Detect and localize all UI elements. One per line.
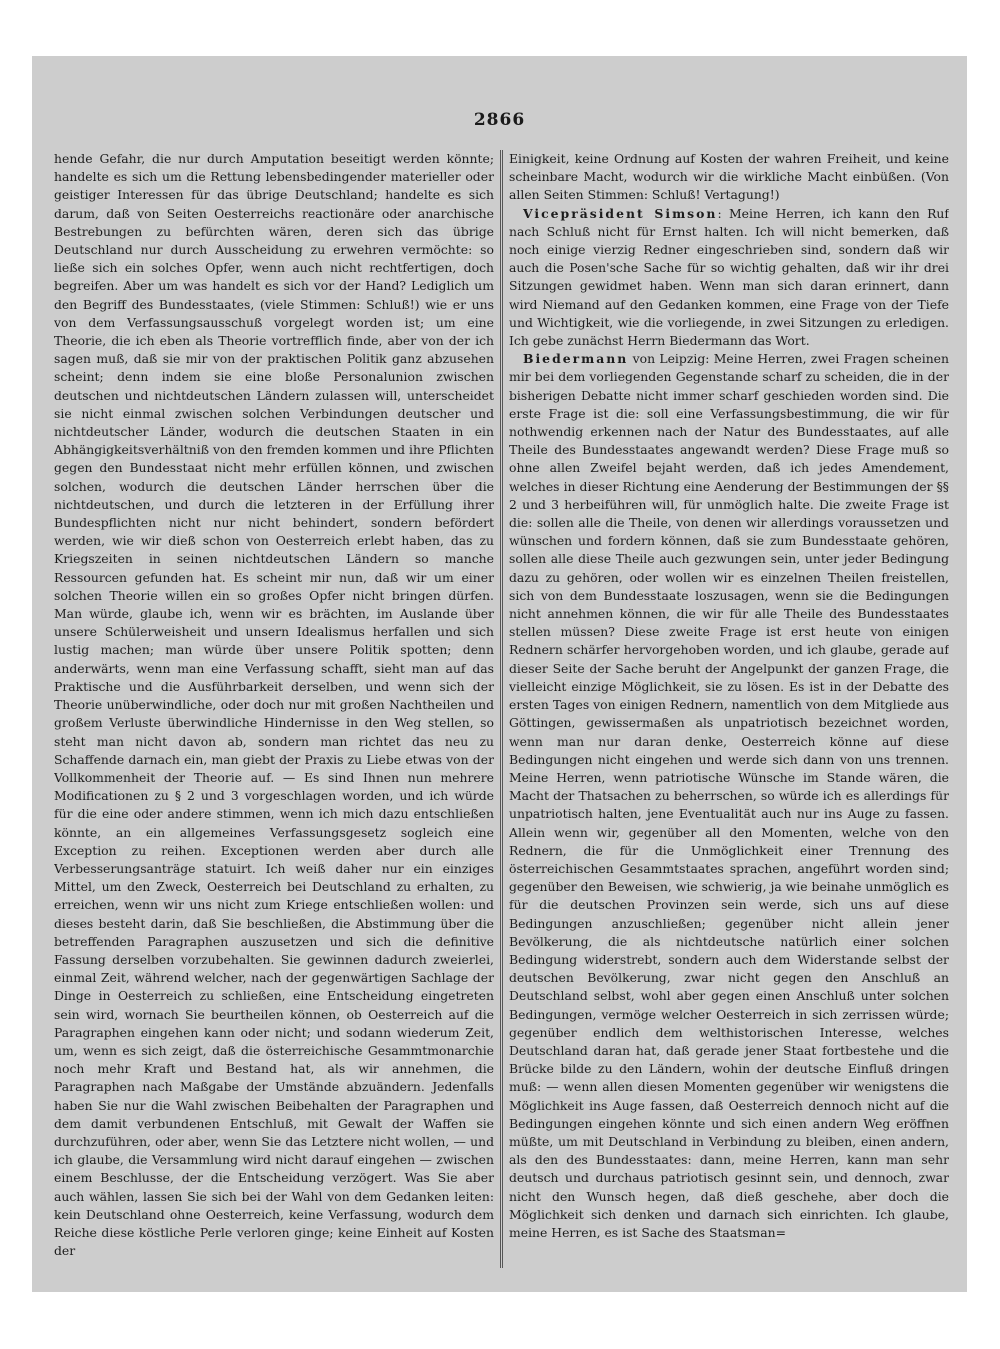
right-paragraph-2 xyxy=(509,205,949,351)
left-paragraph-1: hende Gefahr, die nur durch Amputation beseitigt werden könnte; handelte es sich um die Rettung lebensbedingender materieller oder geistiger Interessen für das übrige Deutschland; handelte es sich darum, daß von Seiten Oesterreichs reactionäre oder anarchische Bestrebungen zu befürchten wären, deren sich das übrige Deutschland nur durch Ausscheidung zu erwehren vermöchte: so ließe sich ein solches Opfer, wenn auch nicht rechtfertigen, doch begreifen. Aber um was handelt es sich vor der Hand? Lediglich um den Begriff des Bundesstaates, (viele Stimmen: Schluß!) wie er uns von dem Verfassungsausschuß vorgelegt worden ist; um eine Theorie, die ich eben als Theorie vortrefflich finde, aber von der ich sagen muß, daß sie mir von der praktischen Politik ganz abzusehen scheint; denn indem sie eine bloße Personalunion zwischen deutschen und nichtdeutschen Ländern zulassen will, unterscheidet sie nicht einmal zwischen solchen Verbindungen deutscher und nichtdeutscher Länder, wodurch die deutschen Staaten in ein Abhängigkeitsverhältniß von den fremden kommen und ihre Pflichten gegen den Bundesstaat nicht mehr erfüllen können, und zwischen solchen, wodurch die deutschen Länder herrschen über die nichtdeutschen, und durch die letzteren in der Erfüllung ihrer Bundespflichten nicht nur nicht behindert, sondern befördert werden, wie wir dieß schon von Oesterreich erlebt haben, das zu Kriegszeiten in seinen nichtdeutschen Ländern so manche Ressourcen gefunden hat. Es scheint mir nun, daß wir um einer solchen Theorie willen ein so großes Opfer nicht bringen dürfen. Man würde, glaube ich, wenn wir es brächten, im Auslande über unsere Schülerweisheit und unsern Idealismus herfallen und sich lustig machen; man würde über unsere Politik spotten; denn anderwärts, wenn man eine Verfassung schafft, sieht man auf das Praktische und die Ausführbarkeit derselben, und wenn sich der Theorie unüberwindliche, oder doch nur mit großen Nachtheilen und großem Verluste überwindliche Hindernisse in den Weg stellen, so steht man nicht davon ab, sondern man richtet das neu zu Schaffende darnach ein, man giebt der Praxis zu Liebe etwas von der Vollkommenheit der Theorie auf. — Es sind Ihnen nun mehrere Modificationen zu § 2 und 3 vorgeschlagen worden, und ich würde für die eine oder andere stimmen, wenn ich mich dazu entschließen könnte, an ein allgemeines Verfassungsgesetz sogleich eine Exception zu reihen. Exceptionen werden aber durch alle Verbesserungsanträge statuirt. Ich weiß daher nur ein einziges Mittel, um den Zweck, Oesterreich bei Deutschland zu erhalten, zu erreichen, wenn wir uns nicht zum Kriege entschließen wollen: und dieses besteht darin, daß Sie beschließen, die Abstimmung über die betreffenden Paragraphen auszusetzen und sich die definitive Fassung derselben vorzubehalten. Sie gewinnen dadurch zweierlei, einmal Zeit, während welcher, nach der gegenwärtigen Sachlage der Dinge in Oesterreich zu schließen, eine Entscheidung eingetreten sein wird, wornach Sie beurtheilen können, ob Oesterreich auf die Paragraphen eingehen kann oder nicht; und sodann wiederum Zeit, um, wenn es sich zeigt, daß die österreichische Gesammtmonarchie noch mehr Kraft und Bestand hat, als wir annehmen, die Paragraphen nach Maßgabe der Umstände abzuändern. Jedenfalls haben Sie nur die Wahl zwischen Beibehalten der Paragraphen und dem damit verbundenen Entschluß, mit Gewalt der Waffen sie durchzuführen, oder aber, wenn Sie das Letztere nicht wollen, — und ich glaube, die Versammlung wird nicht darauf eingehen — zwischen einem Beschlusse, der die Entscheidung verzögert. Was Sie aber auch wählen, lassen Sie sich bei der Wahl von dem Gedanken leiten: kein Deutschland ohne Oesterreich, keine Verfassung, wodurch dem Reiche diese köstliche Perle verloren ginge; keine Einheit auf Kosten der xyxy=(54,151,494,1259)
right-paragraph-1: Einigkeit, keine Ordnung auf Kosten der wahren Freiheit, und keine scheinbare Macht, wodurch wir die wirkliche Macht einbüßen. (Von allen Seiten Stimmen: Schluß! Vertagung!) xyxy=(509,151,949,203)
newspaper-page xyxy=(32,56,967,1292)
right-paragraph-3 xyxy=(509,350,949,1242)
page-number: 2866 xyxy=(473,110,526,130)
speaker-name: Vicepräsident Simson xyxy=(523,205,718,221)
speech-text: : Meine Herren, ich kann den Ruf nach Schluß nicht für Ernst halten. Ich will nicht bemerken, daß noch einige vierzig Redner eingeschrieben sind, sondern daß wir auch die Posen'sche Sache für so wichtig gehalten, daß wir ihr drei Sitzungen gewidmet haben. Wenn man sich daran erinnert, dann wird Niemand auf den Gedanken kommen, eine Frage von der Tiefe und Wichtigkeit, wie die vorliegende, in zwei Sitzungen zu erledigen. Ich gebe zunächst Herrn Biedermann das Wort. xyxy=(509,205,949,349)
speaker-name: Biedermann xyxy=(523,351,629,367)
column-divider xyxy=(500,150,503,1268)
left-column xyxy=(54,150,494,1268)
speech-text: von Leipzig: Meine Herren, zwei Fragen scheinen mir bei dem vorliegenden Gegenstande scharf zu scheiden, die in der bisherigen Debatte nicht immer scharf geschieden worden sind. Die erste Frage ist die: soll eine Verfassungsbestimmung, die wir für nothwendig erkennen nach der Natur des Bundesstaates, auf alle Theile des Bundesstaates angewandt werden? Diese Frage muß so ohne allen Zweifel bejaht werden, daß ich jedes Amendement, welches in dieser Richtung eine Aenderung der Bestimmungen der §§ 2 und 3 herbeiführen will, für unmöglich halte. Die zweite Frage ist die: sollen alle die Theile, von denen wir allerdings voraussetzen und wünschen und fordern können, daß sie zum Bundesstaate gehören, sollen alle diese Theile auch gezwungen sein, unter jeder Bedingung dazu zu gehören, oder wollen wir es einzelnen Theilen freistellen, sich von dem Bundesstaate loszusagen, wenn sie die Bedingungen nicht annehmen können, die wir für alle Theile des Bundesstaates stellen müssen? Diese zweite Frage ist erst heute von einigen Rednern schärfer hervorgehoben worden, und ich glaube, gerade auf dieser Seite der Sache beruht der Angelpunkt der ganzen Frage, die vielleicht einzige Möglichkeit, sie zu lösen. Es ist in der Debatte des ersten Tages von einigen Rednern, namentlich von dem Mitgliede aus Göttingen, gewissermaßen als unpatriotisch bezeichnet worden, wenn man nur daran denke, Oesterreich könne auf diese Bedingungen nicht eingehen und werde sich dann von uns trennen. Meine Herren, wenn patriotische Wünsche im Stande wären, die Macht der Thatsachen zu beherrschen, so würde ich es allerdings für unpatriotisch halten, jene Eventualität auch nur ins Auge zu fassen. Allein wenn wir, gegenüber all den Momenten, welche von den Rednern, die für die Unmöglichkeit einer Trennung des österreichischen Gesammtstaates sprachen, angeführt worden sind; gegenüber den Beweisen, wie schwierig, ja wie beinahe unmöglich es für die deutschen Provinzen sein werde, sich uns auf diese Bedingungen anzuschließen; gegenüber nicht allein jener Bevölkerung, die als nichtdeutsche natürlich einer solchen Bedingung widerstrebt, sondern auch dem Widerstande selbst der deutschen Bevölkerung, zwar nicht gegen den Anschluß an Deutschland selbst, wohl aber gegen einen Anschluß unter solchen Bedingungen, vermöge welcher Oesterreich in sich zerrissen würde; gegenüber endlich dem welthistorischen Interesse, welches Deutschland daran hat, daß gerade jener Staat fortbestehe und die Brücke bilde zu den Ländern, wohin der deutsche Einfluß dringen muß: — wenn allen diesen Momenten gegenüber wir wenigstens die Möglichkeit ins Auge fassen, daß Oesterreich dennoch nicht auf die Bedingungen eingehen könnte und sich einen andern Weg eröffnen müßte, um mit Deutschland in Verbindung zu bleiben, einen andern, als den des Bundesstaates: dann, meine Herren, kann man sehr deutsch und durchaus patriotisch gesinnt sein, und dennoch, zwar nicht den Wunsch hegen, daß dieß geschehe, aber doch die Möglichkeit sich denken und darnach sich einrichten. Ich glaube, meine Herren, es ist Sache des Staatsman= xyxy=(509,351,949,1240)
right-column xyxy=(509,150,949,1268)
